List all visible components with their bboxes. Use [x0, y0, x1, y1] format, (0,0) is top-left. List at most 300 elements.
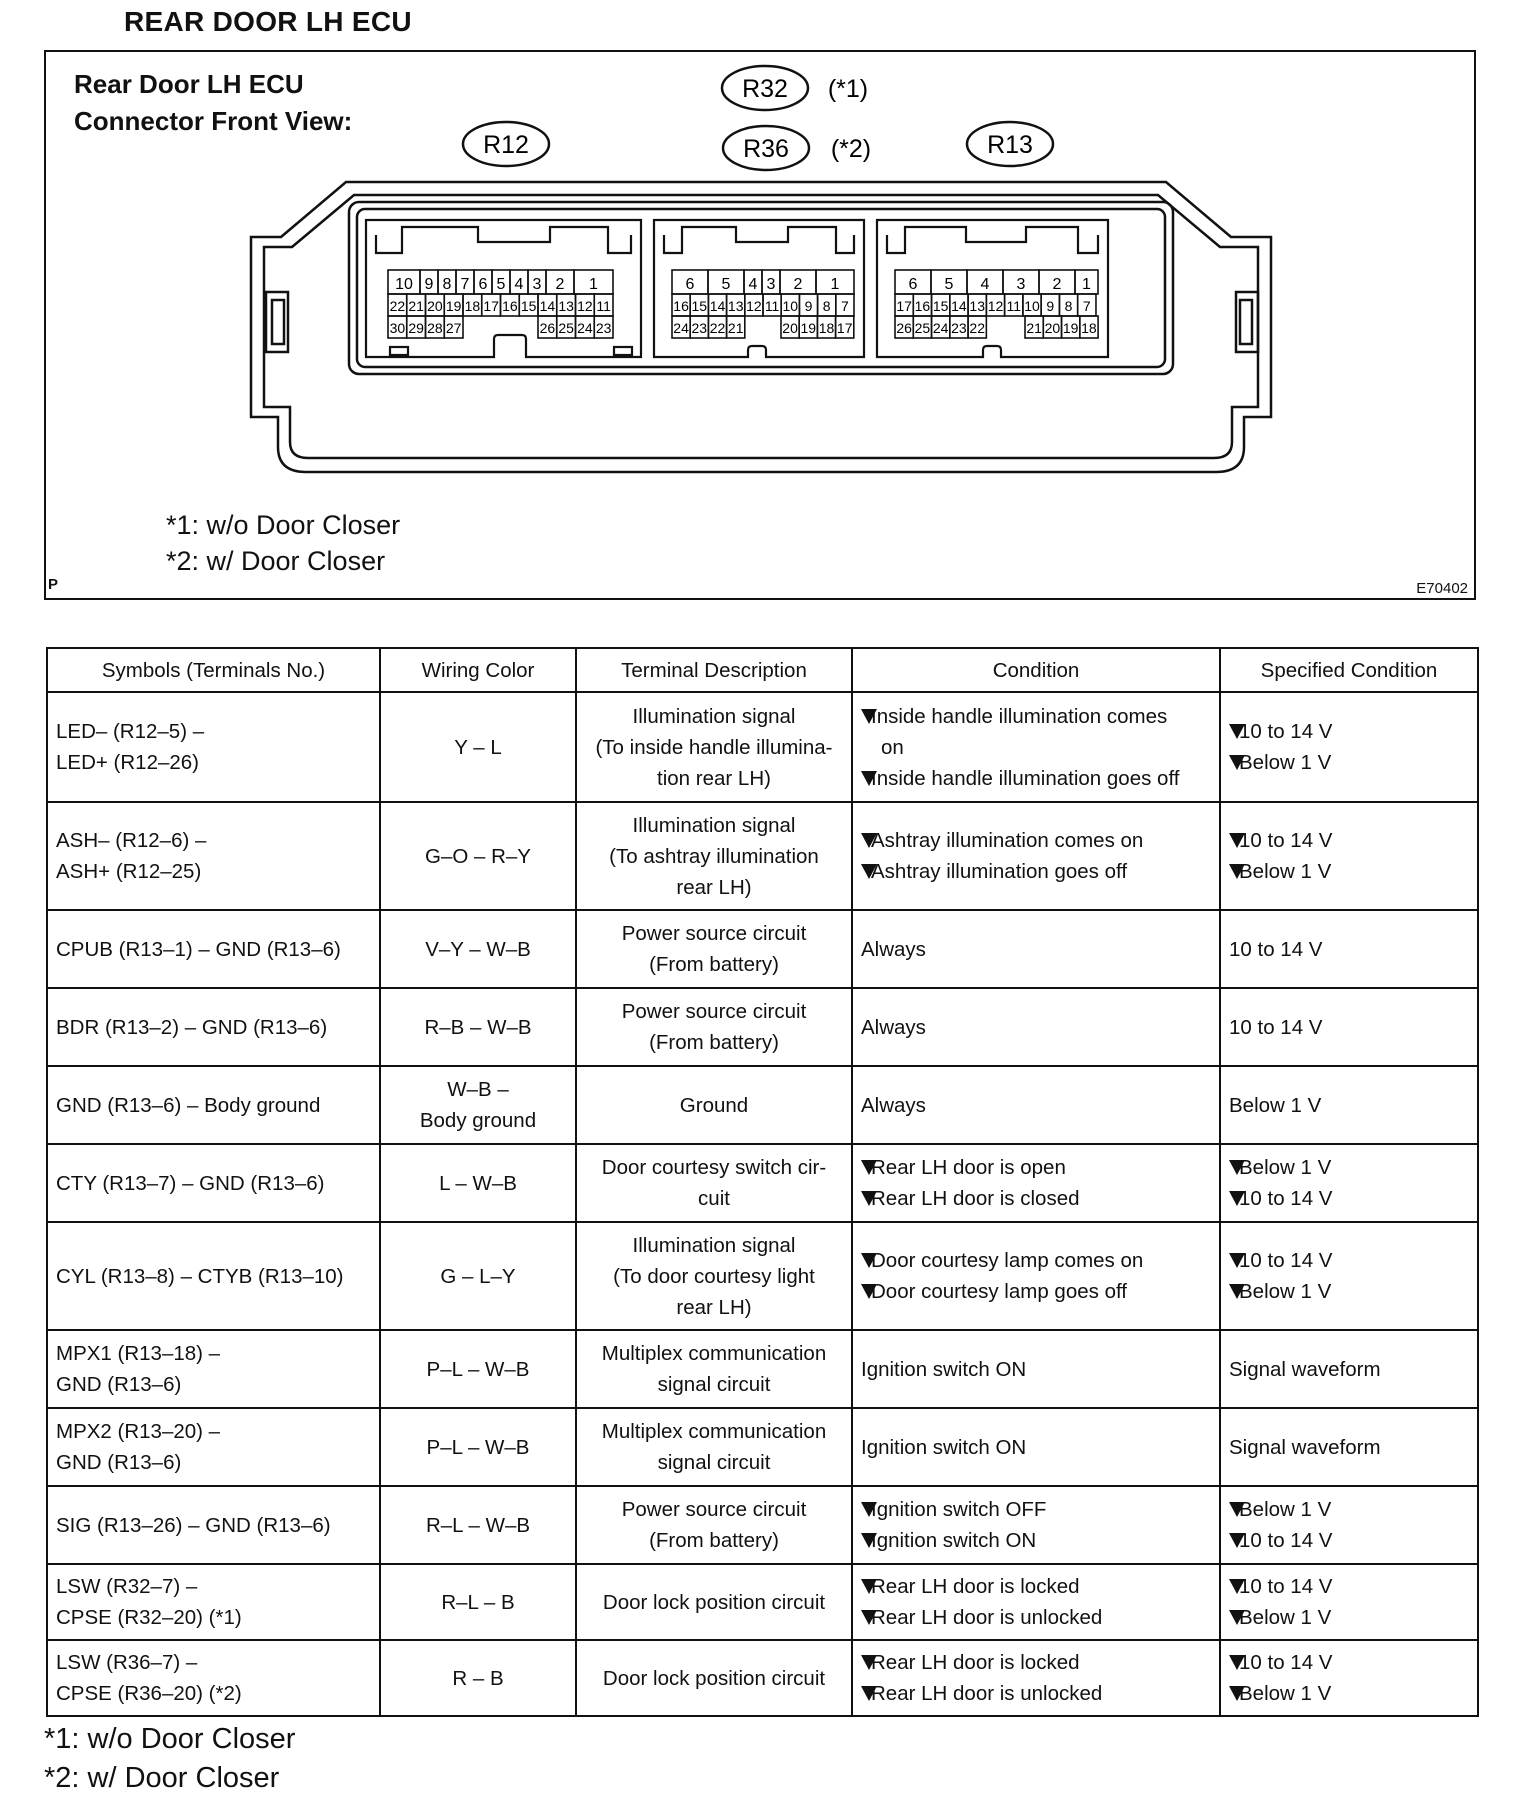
cell-symbols	[47, 910, 380, 988]
cell-specified-condition-line: 10 to 14 V	[1229, 937, 1323, 961]
table-row	[47, 988, 1478, 1066]
pin-number: 12	[746, 298, 762, 314]
connector-tag-r13	[967, 122, 1053, 166]
cell-wiring-color-line: Y – L	[454, 735, 502, 759]
pin-number: 23	[691, 320, 708, 336]
cell-terminal-description-line: Door lock position circuit	[602, 1590, 826, 1614]
cell-symbols-line: LSW (R32–7) –	[56, 1575, 198, 1598]
cell-terminal-description-line: Door lock position circuit	[602, 1666, 826, 1690]
figure-title-line: Connector Front View:	[74, 106, 353, 136]
cell-condition-line: Ignition switch OFF	[871, 1498, 1047, 1521]
cell-wiring-color	[380, 1564, 576, 1640]
table-row	[47, 1564, 1478, 1640]
figure-note: *1: w/o Door Closer	[166, 510, 401, 540]
table-body	[47, 692, 1478, 1716]
pin-number: 6	[685, 276, 695, 293]
cell-condition	[852, 1330, 1220, 1408]
cell-condition-line: Always	[861, 1015, 926, 1039]
cell-condition-line: Door courtesy lamp comes on	[871, 1249, 1144, 1272]
cell-terminal-description	[576, 1066, 852, 1144]
pin-number: 15	[691, 298, 708, 314]
cell-wiring-color	[380, 1066, 576, 1144]
cell-symbols-line: MPX2 (R13–20) –	[56, 1420, 221, 1443]
figure-id: E70402	[1416, 580, 1468, 597]
pin-number: 24	[577, 320, 593, 336]
pin-number: 17	[483, 298, 499, 314]
cell-terminal-description-line: (To inside handle illumina-	[595, 735, 833, 759]
pin-number: 11	[764, 298, 780, 314]
cell-terminal-description-line: (From battery)	[649, 1031, 779, 1054]
cell-wiring-color	[380, 1144, 576, 1222]
table-row	[47, 1222, 1478, 1330]
cell-condition-line: Always	[861, 937, 926, 961]
pin-number: 8	[822, 298, 831, 314]
pin-number: 3	[766, 276, 776, 293]
pin-number: 9	[424, 276, 434, 293]
cell-condition	[852, 1486, 1220, 1564]
cell-terminal-description	[576, 1144, 852, 1222]
pin-number: 13	[969, 298, 986, 314]
cell-condition-line: Door courtesy lamp goes off	[871, 1280, 1127, 1303]
cell-specified-condition-line: Below 1 V	[1239, 1280, 1332, 1303]
cell-symbols-line: ASH+ (R12–25)	[56, 860, 202, 883]
cell-terminal-description	[576, 1564, 852, 1640]
table-row	[47, 1144, 1478, 1222]
pin-number: 16	[502, 298, 518, 314]
cell-wiring-color-line: P–L – W–B	[426, 1357, 530, 1381]
cell-wiring-color	[380, 988, 576, 1066]
cell-specified-condition	[1220, 988, 1478, 1066]
cell-specified-condition	[1220, 1066, 1478, 1144]
pin-number: 16	[914, 298, 931, 314]
cell-condition	[852, 1144, 1220, 1222]
connector-tag-r32	[722, 66, 868, 110]
table-row	[47, 1486, 1478, 1564]
cell-condition-item	[861, 856, 1211, 887]
cell-condition-item	[861, 1647, 1211, 1678]
page-heading: REAR DOOR LH ECU	[124, 6, 412, 37]
figure-corner-letter: P	[48, 576, 59, 593]
pin-number: 26	[539, 320, 556, 336]
pin-number: 14	[539, 298, 556, 314]
cell-specified-condition-item	[1229, 1183, 1469, 1214]
cell-specified-condition	[1220, 1408, 1478, 1486]
cell-specified-condition	[1220, 692, 1478, 802]
cell-condition-line: Rear LH door is unlocked	[871, 1606, 1103, 1629]
cell-condition-item	[861, 1183, 1211, 1214]
pin-number: 18	[818, 320, 835, 336]
cell-condition-line: Rear LH door is open	[871, 1156, 1066, 1179]
cell-wiring-color-line: R–L – W–B	[425, 1513, 531, 1537]
cell-specified-condition	[1220, 802, 1478, 910]
cell-symbols-line: BDR (R13–2) – GND (R13–6)	[56, 1015, 328, 1039]
pin-number: 15	[932, 298, 949, 314]
cell-specified-condition-line: Below 1 V	[1239, 860, 1332, 883]
cell-wiring-color-line: V–Y – W–B	[425, 937, 531, 961]
cell-symbols	[47, 1564, 380, 1640]
cell-condition	[852, 802, 1220, 910]
cell-terminal-description	[576, 1640, 852, 1716]
pin-number: 26	[896, 320, 912, 336]
cell-terminal-description-line: Door courtesy switch cir-	[601, 1156, 827, 1179]
cell-specified-condition-item	[1229, 1525, 1469, 1556]
cell-condition-item	[861, 701, 1211, 732]
pin-number: 22	[389, 298, 406, 314]
header-specified-condition: Specified Condition	[1220, 648, 1478, 692]
cell-terminal-description-line: Illumination signal	[632, 813, 796, 837]
cell-symbols	[47, 1222, 380, 1330]
cell-specified-condition-line: Below 1 V	[1229, 1093, 1322, 1117]
pin-number: 17	[836, 320, 853, 336]
cell-specified-condition-line: Below 1 V	[1239, 751, 1332, 774]
table-row	[47, 1640, 1478, 1716]
pin-number: 27	[445, 320, 462, 336]
cell-specified-condition-line: 10 to 14 V	[1239, 1529, 1333, 1552]
cell-condition-item	[861, 1525, 1211, 1556]
cell-terminal-description-line: cuit	[698, 1187, 730, 1210]
pin-number: 10	[782, 298, 799, 314]
pin-number: 24	[932, 320, 949, 336]
cell-terminal-description	[576, 1486, 852, 1564]
pin-grid-r32	[672, 270, 854, 338]
cell-symbols	[47, 1144, 380, 1222]
cell-wiring-color	[380, 692, 576, 802]
cell-symbols-line: CPSE (R36–20) (*2)	[56, 1682, 242, 1705]
pin-grid-r12	[388, 270, 613, 338]
cell-specified-condition-line: 10 to 14 V	[1239, 720, 1333, 743]
cell-specified-condition-item	[1229, 1678, 1469, 1709]
pin-number: 19	[800, 320, 817, 336]
tag-label: R32	[742, 75, 788, 103]
cell-symbols	[47, 1408, 380, 1486]
cell-condition	[852, 1640, 1220, 1716]
cell-wiring-color-line: R–B – W–B	[424, 1015, 532, 1039]
cell-condition-line: Ignition switch ON	[871, 1529, 1037, 1552]
cell-terminal-description-line: Ground	[679, 1093, 749, 1117]
cell-specified-condition	[1220, 1640, 1478, 1716]
cell-symbols	[47, 802, 380, 910]
cell-condition-item	[861, 763, 1211, 794]
pin-number: 20	[782, 320, 798, 336]
footnotes	[44, 1720, 295, 1798]
cell-condition	[852, 910, 1220, 988]
cell-condition-line: Always	[861, 1093, 926, 1117]
cell-specified-condition-item	[1229, 716, 1469, 747]
pin-number: 4	[514, 276, 524, 293]
cell-symbols	[47, 1330, 380, 1408]
table-row	[47, 910, 1478, 988]
cell-specified-condition-line: Signal waveform	[1229, 1435, 1381, 1459]
pin-number: 1	[1082, 276, 1091, 293]
pin-number: 21	[408, 298, 424, 314]
terminal-spec-table	[46, 647, 1479, 1717]
cell-specified-condition-item	[1229, 1245, 1469, 1276]
cell-specified-condition	[1220, 910, 1478, 988]
pin-number: 11	[596, 298, 611, 314]
cell-specified-condition-line: 10 to 14 V	[1239, 1651, 1333, 1674]
cell-specified-condition-item	[1229, 1152, 1469, 1183]
tag-note: (*2)	[830, 135, 872, 163]
cell-terminal-description-line: Illumination signal	[632, 704, 796, 728]
pin-number: 24	[673, 320, 689, 336]
cell-wiring-color	[380, 1486, 576, 1564]
cell-condition-item	[861, 1494, 1211, 1525]
cell-wiring-color-line: R – B	[452, 1666, 504, 1690]
cell-condition-item	[861, 825, 1211, 856]
cell-specified-condition	[1220, 1564, 1478, 1640]
cell-specified-condition-item	[1229, 1276, 1469, 1307]
cell-terminal-description-line: (To door courtesy light	[613, 1264, 815, 1288]
cell-condition-line: on	[881, 735, 904, 759]
pin-number: 5	[496, 276, 506, 293]
cell-condition	[852, 1222, 1220, 1330]
cell-specified-condition-item	[1229, 825, 1469, 856]
pin-number: 6	[478, 276, 488, 293]
cell-specified-condition-line: 10 to 14 V	[1239, 1575, 1333, 1598]
cell-symbols-line: SIG (R13–26) – GND (R13–6)	[56, 1513, 331, 1537]
pin-number: 12	[987, 298, 1004, 314]
figure-title-line: Rear Door LH ECU	[74, 69, 304, 99]
pin-number: 10	[395, 276, 413, 293]
cell-wiring-color	[380, 1640, 576, 1716]
cell-symbols	[47, 692, 380, 802]
pin-number: 23	[951, 320, 967, 336]
table-header-row	[47, 648, 1478, 692]
tag-note: (*1)	[827, 75, 869, 103]
cell-wiring-color	[380, 1222, 576, 1330]
cell-symbols-line: LED– (R12–5) –	[56, 720, 205, 743]
cell-specified-condition-line: Signal waveform	[1229, 1357, 1381, 1381]
cell-condition	[852, 692, 1220, 802]
pin-number: 8	[1064, 298, 1073, 314]
pin-number: 19	[1062, 320, 1079, 336]
cell-specified-condition-line: Below 1 V	[1239, 1682, 1332, 1705]
cell-specified-condition	[1220, 1330, 1478, 1408]
cell-symbols-line: GND (R13–6) – Body ground	[56, 1093, 321, 1117]
cell-condition-line: Rear LH door is locked	[871, 1651, 1080, 1674]
pin-number: 5	[944, 276, 954, 293]
pin-number: 2	[1052, 276, 1062, 293]
table-row	[47, 1066, 1478, 1144]
pin-number: 18	[1081, 320, 1097, 336]
cell-condition-line: Ignition switch ON	[861, 1435, 1027, 1459]
pin-number: 22	[969, 320, 986, 336]
connector-figure	[44, 50, 1476, 600]
pin-number: 18	[464, 298, 481, 314]
cell-wiring-color	[380, 802, 576, 910]
cell-symbols-line: MPX1 (R13–18) –	[56, 1342, 221, 1365]
cell-terminal-description-line: tion rear LH)	[657, 766, 771, 790]
cell-specified-condition-item	[1229, 1647, 1469, 1678]
cell-terminal-description	[576, 1222, 852, 1330]
cell-specified-condition-line: 10 to 14 V	[1239, 829, 1333, 852]
pin-number: 3	[532, 276, 542, 293]
pin-number: 4	[980, 276, 990, 293]
cell-symbols-line: CPSE (R32–20) (*1)	[56, 1606, 242, 1629]
table-row	[47, 1408, 1478, 1486]
cell-specified-condition	[1220, 1486, 1478, 1564]
pin-number: 21	[727, 320, 744, 336]
cell-condition-item	[861, 1245, 1211, 1276]
cell-terminal-description-line: (To ashtray illumination	[609, 844, 819, 868]
cell-symbols-line: LED+ (R12–26)	[56, 751, 200, 774]
pin-number: 12	[577, 298, 593, 314]
pin-number: 14	[951, 298, 967, 314]
figure-notes	[166, 507, 400, 579]
cell-terminal-description-line: Power source circuit	[621, 922, 807, 945]
cell-terminal-description-line: Multiplex communication	[601, 1420, 827, 1443]
cell-terminal-description-line: signal circuit	[657, 1451, 771, 1474]
pin-number: 4	[748, 276, 758, 293]
pin-number: 11	[1006, 298, 1022, 314]
pin-number: 16	[673, 298, 689, 314]
cell-symbols	[47, 1066, 380, 1144]
cell-terminal-description-line: Multiplex communication	[601, 1342, 827, 1365]
pin-number: 3	[1016, 276, 1026, 293]
cell-symbols	[47, 988, 380, 1066]
header-condition: Condition	[852, 648, 1220, 692]
pin-number: 15	[520, 298, 537, 314]
cell-terminal-description-line: (From battery)	[649, 1529, 779, 1552]
pin-grid-r13	[895, 270, 1098, 338]
cell-condition-line: Ignition switch ON	[861, 1357, 1027, 1381]
header-symbols: Symbols (Terminals No.)	[47, 648, 380, 692]
cell-terminal-description	[576, 1330, 852, 1408]
cell-symbols-line: ASH– (R12–6) –	[56, 829, 207, 852]
cell-terminal-description-line: Power source circuit	[621, 1498, 807, 1521]
pin-number: 22	[709, 320, 726, 336]
cell-specified-condition-line: 10 to 14 V	[1239, 1249, 1333, 1272]
cell-terminal-description-line: Power source circuit	[621, 1000, 807, 1023]
cell-specified-condition	[1220, 1144, 1478, 1222]
figure-note: *2: w/ Door Closer	[166, 546, 386, 576]
pin-number: 13	[727, 298, 744, 314]
cell-terminal-description	[576, 802, 852, 910]
pin-number: 25	[558, 320, 574, 336]
header-terminal-description: Terminal Description	[576, 648, 852, 692]
cell-condition-item	[861, 1678, 1211, 1709]
pin-number: 7	[841, 298, 849, 314]
cell-specified-condition-item	[1229, 1494, 1469, 1525]
cell-symbols-line: GND (R13–6)	[56, 1451, 182, 1474]
cell-terminal-description-line: rear LH)	[676, 875, 752, 899]
cell-wiring-color	[380, 910, 576, 988]
pin-number: 2	[793, 276, 803, 293]
cell-symbols-line: CYL (R13–8) – CTYB (R13–10)	[56, 1264, 344, 1288]
pin-number: 29	[408, 320, 424, 336]
cell-condition-item	[861, 1571, 1211, 1602]
footnote: *2: w/ Door Closer	[44, 1762, 280, 1794]
cell-wiring-color-line: L – W–B	[439, 1171, 517, 1195]
cell-wiring-color-line: P–L – W–B	[426, 1435, 530, 1459]
pin-number: 7	[1082, 298, 1091, 314]
cell-condition-item	[861, 1152, 1211, 1183]
table-row	[47, 692, 1478, 802]
cell-symbols	[47, 1640, 380, 1716]
cell-condition-item	[861, 1276, 1211, 1307]
pin-number: 30	[389, 320, 406, 336]
footnote: *1: w/o Door Closer	[44, 1723, 296, 1755]
cell-terminal-description	[576, 910, 852, 988]
pin-number: 9	[1046, 298, 1055, 314]
pin-number: 5	[721, 276, 731, 293]
pin-number: 20	[1044, 320, 1061, 336]
cell-specified-condition-item	[1229, 856, 1469, 887]
cell-wiring-color-line: G–O – R–Y	[425, 844, 531, 868]
cell-condition-line: Inside handle illumination comes	[871, 704, 1168, 728]
tag-label: R12	[483, 131, 529, 159]
cell-symbols-line: GND (R13–6)	[56, 1373, 182, 1396]
pin-number: 23	[595, 320, 612, 336]
pin-number: 1	[589, 276, 598, 293]
pin-number: 7	[460, 276, 470, 293]
cell-condition	[852, 1408, 1220, 1486]
cell-terminal-description	[576, 1408, 852, 1486]
cell-symbols-line: CTY (R13–7) – GND (R13–6)	[56, 1171, 325, 1195]
cell-specified-condition-item	[1229, 1571, 1469, 1602]
cell-specified-condition	[1220, 1222, 1478, 1330]
cell-wiring-color	[380, 1408, 576, 1486]
connector-tag-r36	[723, 126, 871, 170]
cell-terminal-description	[576, 988, 852, 1066]
tag-label: R13	[987, 131, 1033, 159]
pin-number: 8	[442, 276, 452, 293]
table-row	[47, 802, 1478, 910]
pin-number: 20	[427, 298, 443, 314]
cell-terminal-description-line: Illumination signal	[632, 1233, 796, 1257]
cell-symbols-line: CPUB (R13–1) – GND (R13–6)	[56, 937, 341, 961]
cell-specified-condition-line: 10 to 14 V	[1239, 1187, 1333, 1210]
cell-condition-line: Rear LH door is closed	[871, 1187, 1080, 1210]
cell-terminal-description-line: (From battery)	[649, 953, 779, 976]
cell-wiring-color-line: W–B –	[447, 1078, 509, 1101]
connector-tag-r12	[463, 122, 549, 166]
cell-condition-line: Rear LH door is locked	[871, 1575, 1080, 1598]
pin-number: 17	[896, 298, 912, 314]
cell-specified-condition-item	[1229, 747, 1469, 778]
cell-symbols	[47, 1486, 380, 1564]
cell-specified-condition-line: Below 1 V	[1239, 1156, 1332, 1179]
cell-symbols-line: LSW (R36–7) –	[56, 1651, 198, 1674]
pin-number: 2	[555, 276, 565, 293]
cell-specified-condition-line: 10 to 14 V	[1229, 1015, 1323, 1039]
tag-label: R36	[743, 135, 789, 163]
pin-number: 6	[908, 276, 918, 293]
cell-specified-condition-line: Below 1 V	[1239, 1606, 1332, 1629]
cell-wiring-color	[380, 1330, 576, 1408]
header-wiring-color: Wiring Color	[380, 648, 576, 692]
pin-number: 10	[1024, 298, 1040, 314]
pin-number: 28	[427, 320, 443, 336]
pin-number: 13	[558, 298, 574, 314]
cell-terminal-description	[576, 692, 852, 802]
cell-specified-condition-item	[1229, 1602, 1469, 1633]
pin-number: 9	[804, 298, 813, 314]
cell-specified-condition-line: Below 1 V	[1239, 1498, 1332, 1521]
table-row	[47, 1330, 1478, 1408]
cell-condition-item	[861, 1602, 1211, 1633]
cell-condition	[852, 1564, 1220, 1640]
cell-condition-line: Rear LH door is unlocked	[871, 1682, 1103, 1705]
pin-number: 19	[445, 298, 462, 314]
cell-terminal-description-line: signal circuit	[657, 1373, 771, 1396]
cell-condition-line: Inside handle illumination goes off	[871, 766, 1180, 790]
cell-condition	[852, 1066, 1220, 1144]
cell-condition-line: Ashtray illumination goes off	[871, 860, 1128, 883]
pin-number: 14	[709, 298, 726, 314]
pin-number: 1	[830, 276, 840, 293]
cell-wiring-color-line: Body ground	[419, 1109, 537, 1132]
